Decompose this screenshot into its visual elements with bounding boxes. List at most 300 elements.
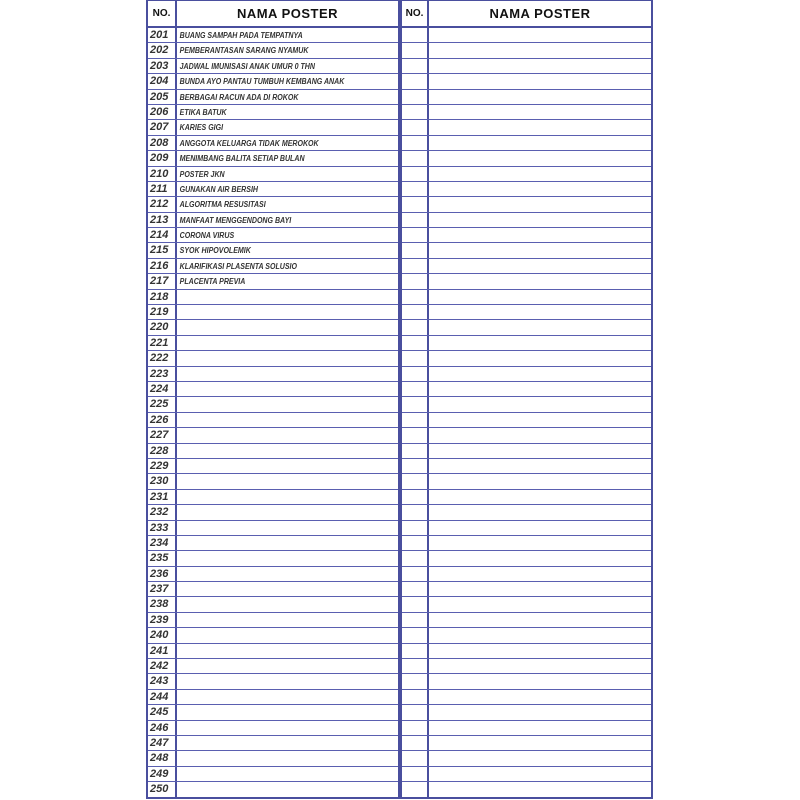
poster-name: [177, 659, 371, 673]
table-row: [148, 336, 398, 351]
poster-name: [429, 705, 624, 719]
table-row: [148, 674, 398, 689]
poster-name: GUNAKAN AIR BERSIH: [179, 184, 259, 194]
poster-name: [429, 490, 624, 504]
row-number: [402, 120, 429, 134]
row-number: 218: [148, 290, 177, 304]
poster-name: [429, 105, 624, 119]
poster-name: [177, 721, 371, 735]
poster-name: [177, 305, 371, 319]
poster-name: [429, 782, 624, 797]
poster-name: ETIKA BATUK: [179, 107, 227, 117]
poster-name: [429, 736, 624, 750]
poster-name: [429, 767, 624, 781]
row-number: 237: [148, 582, 177, 596]
row-number: [402, 551, 429, 565]
row-number: [402, 474, 429, 488]
header-no: NO.: [148, 1, 177, 26]
table-row: [402, 628, 651, 643]
table-row: [402, 136, 651, 151]
table-row: [148, 182, 398, 197]
row-number: [402, 459, 429, 473]
table-row: [402, 721, 651, 736]
table-row: [148, 413, 398, 428]
row-number: 225: [148, 397, 177, 411]
poster-name: [177, 474, 371, 488]
row-number: [402, 151, 429, 165]
row-number: 228: [148, 444, 177, 458]
poster-name: [429, 336, 624, 350]
table-row: [402, 74, 651, 89]
poster-name: KARIES GIGI: [179, 123, 224, 133]
table-row: [402, 320, 651, 335]
row-number: 206: [148, 105, 177, 119]
table-row: [148, 243, 398, 258]
poster-name: [177, 382, 371, 396]
table-row: [402, 582, 651, 597]
table-row: [148, 690, 398, 705]
row-number: [402, 767, 429, 781]
table-row: [148, 597, 398, 612]
poster-name: [429, 382, 624, 396]
poster-name: ANGGOTA KELUARGA TIDAK MEROKOK: [179, 138, 319, 148]
table-row: [148, 305, 398, 320]
table-row: [148, 351, 398, 366]
row-number: 241: [148, 644, 177, 658]
poster-name: [177, 521, 371, 535]
table-row: [402, 167, 651, 182]
row-number: [402, 382, 429, 396]
table-row: [148, 613, 398, 628]
poster-name: [429, 228, 624, 242]
table-row: [148, 721, 398, 736]
row-number: 248: [148, 751, 177, 765]
row-number: [402, 782, 429, 797]
poster-name: [429, 644, 624, 658]
poster-name: [429, 721, 624, 735]
row-number: [402, 305, 429, 319]
row-number: 247: [148, 736, 177, 750]
table-row: [148, 197, 398, 212]
poster-name: [177, 644, 371, 658]
table-row: [402, 197, 651, 212]
table-row: [402, 690, 651, 705]
table-row: [402, 567, 651, 582]
poster-name: [429, 43, 624, 57]
table-row: [148, 367, 398, 382]
poster-name: [429, 351, 624, 365]
poster-name: [429, 551, 624, 565]
row-number: 219: [148, 305, 177, 319]
poster-name: [177, 613, 371, 627]
table-row: [402, 151, 651, 166]
row-number: 223: [148, 367, 177, 381]
table-row: [402, 536, 651, 551]
poster-name: [429, 367, 624, 381]
poster-name: [177, 705, 371, 719]
table-row: [402, 459, 651, 474]
table-row: [402, 105, 651, 120]
table-row: [402, 644, 651, 659]
table-row: [402, 705, 651, 720]
row-number: [402, 59, 429, 73]
table-row: [148, 90, 398, 105]
poster-name: BERBAGAI RACUN ADA DI ROKOK: [179, 92, 299, 102]
poster-name: [177, 751, 371, 765]
poster-name: BUNDA AYO PANTAU TUMBUH KEMBANG ANAK: [179, 77, 345, 87]
table-row: [402, 228, 651, 243]
poster-name: [177, 459, 371, 473]
table-row: [402, 259, 651, 274]
poster-name: [429, 459, 624, 473]
row-number: 235: [148, 551, 177, 565]
row-number: [402, 228, 429, 242]
row-number: [402, 274, 429, 288]
row-number: 236: [148, 567, 177, 581]
poster-name: [177, 674, 371, 688]
table-row: [402, 367, 651, 382]
table-row: [148, 428, 398, 443]
table-header: [402, 0, 651, 28]
table-row: [148, 751, 398, 766]
poster-name: [177, 397, 371, 411]
row-number: 215: [148, 243, 177, 257]
poster-name: MANFAAT MENGGENDONG BAYI: [179, 215, 292, 225]
table-row: [402, 351, 651, 366]
poster-name: [177, 782, 371, 797]
table-row: [148, 274, 398, 289]
poster-name: [177, 567, 371, 581]
row-number: 224: [148, 382, 177, 396]
row-number: [402, 259, 429, 273]
row-number: [402, 690, 429, 704]
row-number: [402, 705, 429, 719]
table-row: [148, 151, 398, 166]
poster-name: [429, 628, 624, 642]
poster-name: JADWAL IMUNISASI ANAK UMUR 0 THN: [179, 61, 315, 71]
row-number: [402, 74, 429, 88]
poster-name: [177, 320, 371, 334]
row-number: 213: [148, 213, 177, 227]
row-number: 214: [148, 228, 177, 242]
row-number: [402, 397, 429, 411]
poster-name: [429, 505, 624, 519]
row-number: 242: [148, 659, 177, 673]
table-row: [148, 59, 398, 74]
poster-name: [429, 320, 624, 334]
row-number: 202: [148, 43, 177, 57]
row-number: 249: [148, 767, 177, 781]
row-number: [402, 105, 429, 119]
row-number: 221: [148, 336, 177, 350]
table-row: [402, 274, 651, 289]
row-number: 227: [148, 428, 177, 442]
row-number: [402, 751, 429, 765]
poster-name: [429, 397, 624, 411]
poster-name: SYOK HIPOVOLEMIK: [179, 246, 251, 256]
header-name: NAMA POSTER: [236, 6, 339, 21]
table-row: [402, 444, 651, 459]
row-number: [402, 613, 429, 627]
table-row: [402, 428, 651, 443]
row-number: 233: [148, 521, 177, 535]
poster-name: [429, 305, 624, 319]
table-row: [148, 320, 398, 335]
table-row: [402, 243, 651, 258]
table-row: [402, 120, 651, 135]
poster-name: [429, 120, 624, 134]
table-row: [402, 521, 651, 536]
row-number: [402, 290, 429, 304]
table-row: [148, 28, 398, 43]
table-row: [148, 136, 398, 151]
table-row: [148, 782, 398, 797]
poster-name: [429, 567, 624, 581]
row-number: 234: [148, 536, 177, 550]
row-number: 243: [148, 674, 177, 688]
table-row: [148, 490, 398, 505]
poster-name: [429, 674, 624, 688]
poster-name: [429, 90, 624, 104]
table-row: [148, 567, 398, 582]
row-number: [402, 597, 429, 611]
poster-name: PEMBERANTASAN SARANG NYAMUK: [179, 46, 309, 56]
row-number: 217: [148, 274, 177, 288]
table-row: [402, 397, 651, 412]
row-number: 209: [148, 151, 177, 165]
poster-name: [429, 751, 624, 765]
row-number: 204: [148, 74, 177, 88]
row-number: [402, 659, 429, 673]
poster-name: [429, 213, 624, 227]
row-number: [402, 197, 429, 211]
poster-name: [429, 428, 624, 442]
row-number: [402, 167, 429, 181]
row-number: [402, 90, 429, 104]
header-name: NAMA POSTER: [489, 6, 591, 21]
poster-name: [177, 367, 371, 381]
row-number: [402, 43, 429, 57]
row-number: [402, 444, 429, 458]
row-number: 203: [148, 59, 177, 73]
table-row: [148, 259, 398, 274]
row-number: [402, 536, 429, 550]
table-row: [148, 43, 398, 58]
poster-name: [429, 259, 624, 273]
table-row: [402, 674, 651, 689]
poster-name: [429, 197, 624, 211]
poster-name: [429, 536, 624, 550]
poster-name: [429, 243, 624, 257]
table-row: [402, 659, 651, 674]
table-row: [402, 90, 651, 105]
row-number: 231: [148, 490, 177, 504]
table-row: [402, 305, 651, 320]
table-row: [148, 659, 398, 674]
table-row: [148, 474, 398, 489]
table-row: [148, 536, 398, 551]
table-row: [402, 43, 651, 58]
poster-name: [177, 628, 371, 642]
row-number: 216: [148, 259, 177, 273]
row-number: [402, 367, 429, 381]
row-number: 208: [148, 136, 177, 150]
table-row: [402, 182, 651, 197]
row-number: [402, 721, 429, 735]
poster-name: [429, 521, 624, 535]
poster-name: [429, 28, 624, 42]
row-number: 232: [148, 505, 177, 519]
row-number: [402, 582, 429, 596]
row-number: 246: [148, 721, 177, 735]
row-number: 212: [148, 197, 177, 211]
table-row: [402, 597, 651, 612]
row-number: [402, 521, 429, 535]
row-number: [402, 567, 429, 581]
table-row: [148, 105, 398, 120]
poster-name: MENIMBANG BALITA SETIAP BULAN: [179, 154, 305, 164]
poster-name: [429, 74, 624, 88]
poster-name: [177, 444, 371, 458]
table-row: [148, 459, 398, 474]
row-number: 207: [148, 120, 177, 134]
poster-name: [177, 690, 371, 704]
table-row: [402, 613, 651, 628]
row-number: [402, 351, 429, 365]
table-row: [148, 167, 398, 182]
table-row: [148, 228, 398, 243]
table-row: [402, 213, 651, 228]
poster-name: [177, 336, 371, 350]
poster-name: [177, 490, 371, 504]
table-row: [402, 767, 651, 782]
table-row: [402, 413, 651, 428]
poster-name: [429, 136, 624, 150]
table-row: [402, 490, 651, 505]
row-number: [402, 413, 429, 427]
table-row: [148, 521, 398, 536]
table-row: [148, 120, 398, 135]
poster-name: POSTER JKN: [179, 169, 225, 179]
row-number: 244: [148, 690, 177, 704]
table-row: [148, 74, 398, 89]
poster-name: [177, 413, 371, 427]
poster-name: [429, 597, 624, 611]
row-number: 229: [148, 459, 177, 473]
poster-name: [177, 582, 371, 596]
poster-name: [177, 551, 371, 565]
row-number: 211: [148, 182, 177, 196]
poster-name: [429, 690, 624, 704]
row-number: [402, 182, 429, 196]
poster-name: [429, 659, 624, 673]
poster-name: [429, 290, 624, 304]
row-number: 210: [148, 167, 177, 181]
row-number: [402, 628, 429, 642]
table-row: [148, 736, 398, 751]
poster-table-left: [146, 0, 400, 799]
table-row: [148, 767, 398, 782]
row-number: [402, 490, 429, 504]
table-row: [402, 505, 651, 520]
row-number: 238: [148, 597, 177, 611]
poster-name: PLACENTA PREVIA: [179, 277, 246, 287]
row-number: [402, 505, 429, 519]
table-row: [148, 444, 398, 459]
table-row: [148, 705, 398, 720]
poster-table-right: [400, 0, 653, 799]
table-header: [148, 0, 398, 28]
row-number: 240: [148, 628, 177, 642]
table-row: [402, 736, 651, 751]
table-row: [148, 551, 398, 566]
row-number: 201: [148, 28, 177, 42]
poster-name: [177, 428, 371, 442]
row-number: [402, 136, 429, 150]
poster-name: [429, 167, 624, 181]
row-number: [402, 243, 429, 257]
poster-name: [177, 351, 371, 365]
poster-name: [429, 613, 624, 627]
poster-name: [177, 597, 371, 611]
row-number: 220: [148, 320, 177, 334]
row-number: 239: [148, 613, 177, 627]
poster-name: [177, 536, 371, 550]
poster-name: [177, 767, 371, 781]
poster-name: KLARIFIKASI PLASENTA SOLUSIO: [179, 261, 297, 271]
poster-name: BUANG SAMPAH PADA TEMPATNYA: [179, 31, 303, 40]
poster-name: [429, 182, 624, 196]
table-row: [148, 582, 398, 597]
table-row: [402, 551, 651, 566]
table-row: [402, 782, 651, 797]
row-number: [402, 736, 429, 750]
row-number: [402, 428, 429, 442]
table-row: [148, 644, 398, 659]
poster-name: [177, 290, 371, 304]
poster-name: [177, 736, 371, 750]
poster-name: [429, 444, 624, 458]
table-row: [148, 505, 398, 520]
row-number: [402, 674, 429, 688]
table-row: [402, 751, 651, 766]
row-number: [402, 213, 429, 227]
poster-name: [429, 59, 624, 73]
table-row: [148, 213, 398, 228]
table-row: [402, 59, 651, 74]
table-row: [148, 290, 398, 305]
poster-name: [429, 474, 624, 488]
row-number: [402, 336, 429, 350]
row-number: 245: [148, 705, 177, 719]
poster-name: [429, 413, 624, 427]
table-row: [402, 474, 651, 489]
table-row: [402, 28, 651, 43]
header-no: NO.: [402, 1, 429, 26]
row-number: 230: [148, 474, 177, 488]
table-row: [148, 628, 398, 643]
row-number: 226: [148, 413, 177, 427]
table-row: [402, 382, 651, 397]
poster-name: [429, 274, 624, 288]
table-body: [402, 28, 651, 798]
row-number: 205: [148, 90, 177, 104]
row-number: 250: [148, 782, 177, 797]
row-number: [402, 320, 429, 334]
poster-name: [177, 505, 371, 519]
poster-name: CORONA VIRUS: [179, 231, 235, 241]
table-row: [402, 336, 651, 351]
